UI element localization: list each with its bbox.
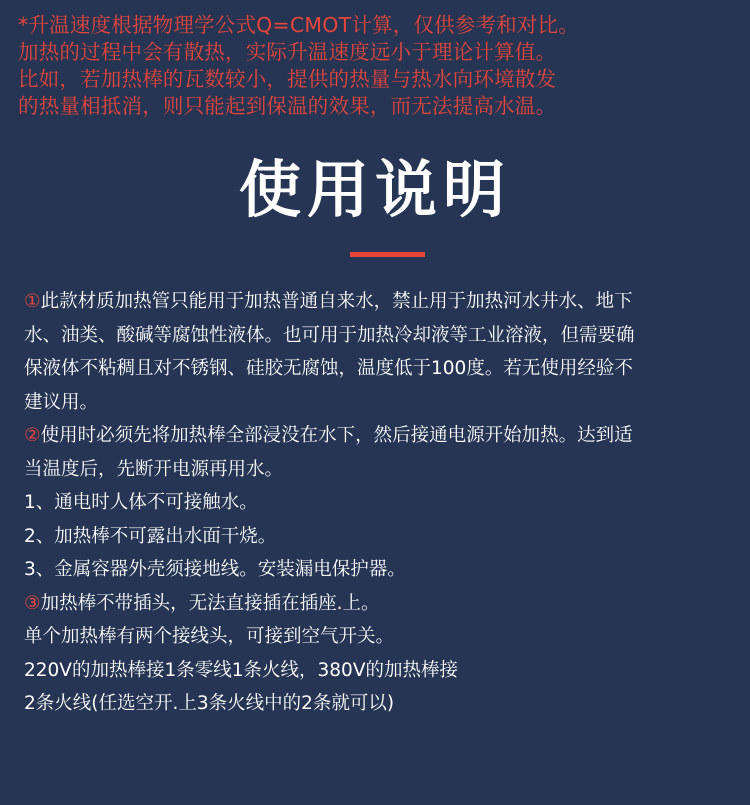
instruction-line (24, 419, 730, 453)
title-divider (350, 252, 425, 257)
instruction-line (24, 587, 730, 621)
circled-number-2: ② (24, 425, 41, 446)
instruction-line (24, 654, 730, 688)
note-line: 比如，若加热棒的瓦数较小，提供的热量与热水向环境散发 (18, 67, 557, 91)
instruction-line (24, 319, 730, 353)
instruction-text: 220V的加热棒接1条零线1条火线，380V的加热棒接 (24, 659, 458, 681)
instructions-body (24, 285, 730, 721)
instruction-text: 加热棒不带插头，无法直接插在插座.上。 (40, 592, 380, 614)
page-title: 使用说明 (238, 153, 511, 226)
instruction-text: 2、加热棒不可露出水面干烧。 (24, 525, 277, 547)
note-line: *升温速度根据物理学公式Q=CMOT计算，仅供参考和对比。 (18, 13, 580, 37)
instruction-line (24, 520, 730, 554)
instruction-text: 2条火线(任选空开.上3条火线中的2条就可以) (24, 693, 395, 714)
instruction-line (24, 352, 730, 386)
instruction-line (24, 453, 730, 487)
note-line: 加热的过程中会有散热，实际升温速度远小于理论计算值。 (18, 40, 557, 64)
instruction-text: 3、金属容器外壳须接地线。安装漏电保护器。 (24, 559, 406, 580)
instruction-text: 保液体不粘稠且对不锈钢、硅胶无腐蚀，温度低于100度。若无使用经验不 (24, 358, 633, 379)
instruction-line (24, 620, 730, 654)
instruction-line (24, 386, 730, 420)
circled-number-3: ③ (24, 592, 41, 614)
instruction-text: 此款材质加热管只能用于加热普通自来水，禁止用于加热河水井水、地下 (40, 291, 633, 312)
note-line: 的热量相抵消，则只能起到保温的效果，而无法提高水温。 (18, 94, 557, 118)
instruction-line (24, 486, 730, 520)
disclaimer-note (18, 12, 738, 120)
instruction-line (24, 285, 730, 319)
instruction-text: 1、通电时人体不可接触水。 (24, 492, 258, 513)
instruction-text: 使用时必须先将加热棒全部浸没在水下，然后接通电源开始加热。达到适 (40, 425, 633, 446)
instruction-text: 建议用。 (24, 391, 99, 413)
instruction-line (24, 687, 730, 721)
instruction-text: 当温度后，先断开电源再用水。 (24, 458, 284, 480)
instruction-line (24, 553, 730, 587)
instruction-text: 单个加热棒有两个接线头，可接到空气开关。 (24, 626, 395, 647)
instruction-text: 水、油类、酸碱等腐蚀性液体。也可用于加热冷却液等工业溶液，但需要确 (24, 324, 635, 346)
circled-number-1: ① (24, 291, 41, 312)
